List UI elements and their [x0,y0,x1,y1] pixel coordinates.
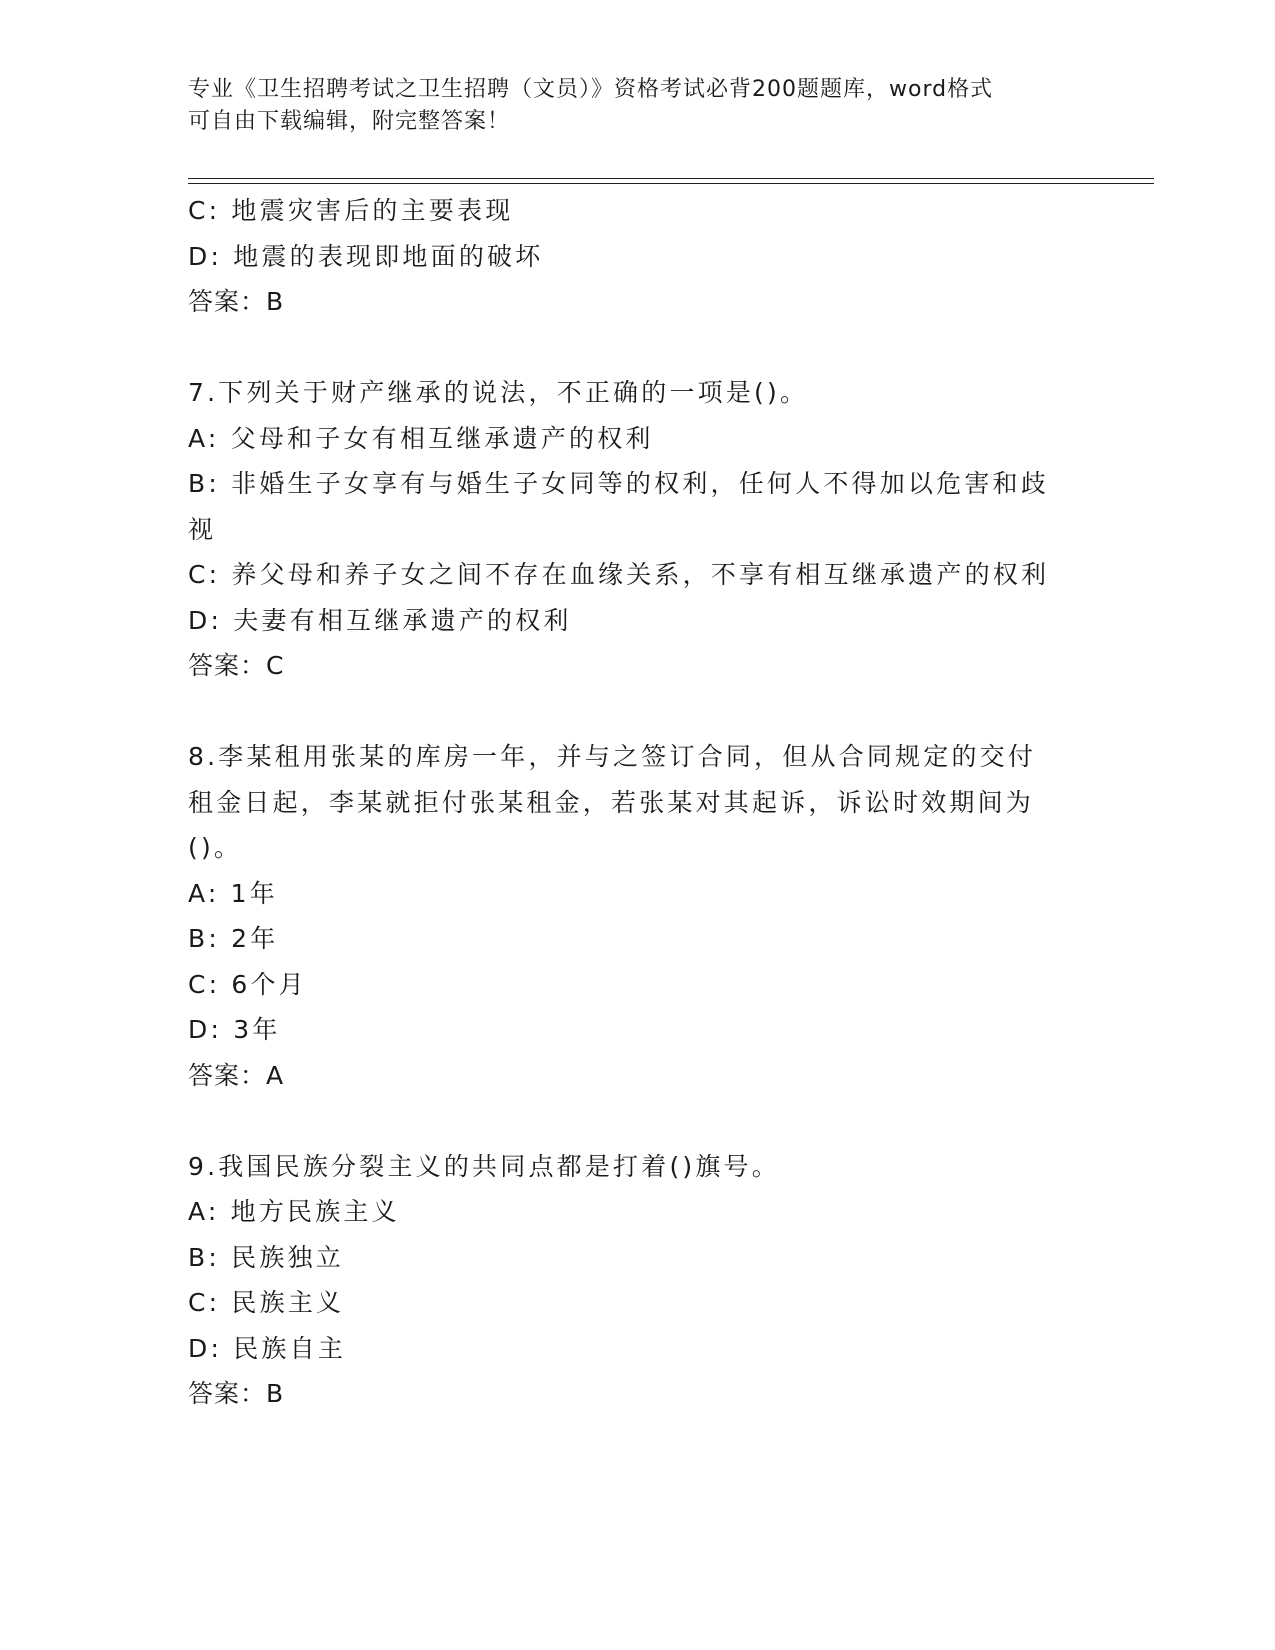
header-title-line-1: 专业《卫生招聘考试之卫生招聘（文员）》资格考试必背200题题库，word格式 [188,77,994,102]
spacer [188,325,1088,371]
option-d: D: 民族自主 [188,1333,347,1363]
header-title-line-2: 可自由下载编辑，附完整答案！ [188,109,511,134]
header-divider-top [188,178,1154,179]
question-stem-line-1: 8.李某租用张某的库房一年，并与之签订合同，但从合同规定的交付 [188,742,1037,771]
option-a: A: 地方民族主义 [188,1197,400,1226]
option-c: C: 养父母和养子女之间不存在血缘关系，不享有相互继承遗产的权利 [188,560,1050,589]
question-stem: 7.下列关于财产继承的说法，不正确的一项是()。 [188,378,809,407]
option-b: B: 2年 [188,924,279,953]
option-a: A: 1年 [188,878,278,908]
answer-label: 答案：B [188,287,285,316]
option-c: C: 地震灾害后的主要表现 [188,196,514,225]
option-d: D: 夫妻有相互继承遗产的权利 [188,605,572,635]
question-6-continued [188,188,1088,325]
header-divider-bottom [188,183,1154,184]
question-9 [188,1144,1088,1417]
question-stem-line-2: 租金日起，李某就拒付张某租金，若张某对其起诉，诉讼时效期间为 [188,787,1035,817]
question-stem: 9.我国民族分裂主义的共同点都是打着()旗号。 [188,1151,780,1181]
spacer [188,689,1088,735]
option-d: D: 地震的表现即地面的破坏 [188,241,544,271]
question-7 [188,370,1088,689]
option-b-line-2: 视 [188,514,217,544]
question-list [188,188,1088,1417]
option-b: B: 民族独立 [188,1242,344,1272]
option-b-line-1: B: 非婚生子女享有与婚生子女同等的权利，任何人不得加以危害和歧 [188,469,1049,498]
answer-label: 答案：B [188,1379,285,1408]
document-header [188,74,1068,138]
answer-label: 答案：A [188,1060,285,1090]
option-d: D: 3年 [188,1015,281,1044]
option-c: C: 6个月 [188,969,307,999]
option-c: C: 民族主义 [188,1288,345,1317]
question-stem-line-3: ()。 [188,833,243,862]
answer-label: 答案：C [188,651,285,680]
spacer [188,1098,1088,1144]
option-a: A: 父母和子女有相互继承遗产的权利 [188,423,654,453]
question-8 [188,734,1088,1098]
